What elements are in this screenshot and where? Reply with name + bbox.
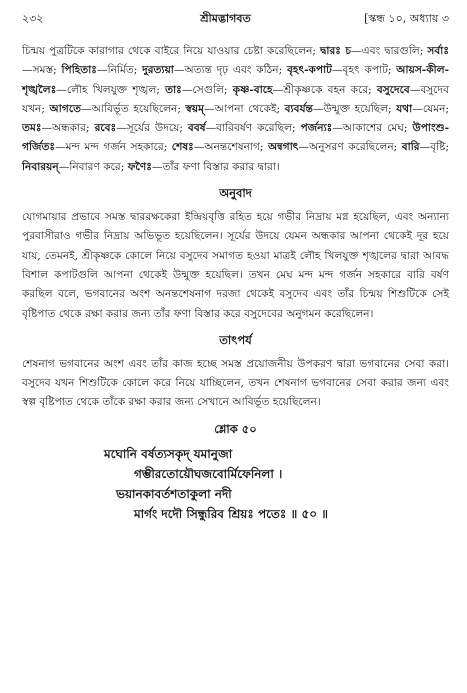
synonym-meaning: —আকাশের মেঘ;: [332, 122, 408, 135]
synonym-term: তমঃ: [22, 122, 42, 135]
chapter-reference: [স্কন্ধ ১০, অধ্যায় ৩: [364, 12, 449, 25]
synonym-meaning: —অত্যন্ত দৃঢ় এবং কঠিন;: [173, 64, 283, 77]
synonym-meaning: —যেমন;: [412, 102, 450, 115]
synonym-term: বারি: [401, 141, 420, 154]
synonym-term: আয়স-কীল-শৃঙ্খলৈঃ: [22, 64, 450, 96]
page-header: [22, 10, 449, 28]
synonym-meaning: —তাঁর ফণা বিস্তার করার দ্বারা।: [151, 160, 280, 173]
verse-line: ভয়ানকাবর্তশতাকুলা নদী: [116, 486, 232, 501]
synonym-term: ফণৈঃ: [127, 160, 152, 173]
synonym-term: পর্জন্যঃ: [300, 122, 333, 135]
synonym-meaning: —সমস্ত;: [22, 64, 57, 77]
synonym-term: পিহিতাঃ: [61, 64, 97, 77]
synonym-meaning: —লৌহ খিলযুক্ত শৃঙ্খল;: [56, 83, 160, 96]
verse-line: মঘোনি বর্ষত্যসকৃদ্ যমানুজা: [104, 446, 233, 461]
synonym-term: তাঃ: [165, 83, 182, 96]
synonym-meaning: —সূর্যের উদয়ে;: [116, 122, 183, 135]
verse-line: মার্গং দদৌ সিন্ধুরিব শ্রিয়ঃ পতেঃ ॥ ৫০ ॥: [134, 506, 329, 521]
synonym-meaning: —বসুদেব যখন;: [22, 83, 449, 115]
verse-text: [22, 444, 449, 524]
synonym-meaning: —আবির্ভূত হয়েছিলেন;: [81, 102, 181, 115]
synonym-meaning: —শ্রীকৃষ্ণকে বহন করে;: [272, 83, 372, 96]
synonym-meaning: চিন্ময় পুত্রটিকে কারাগার থেকে বাইরে নিয়ে যাওয়ার চেষ্টা করেছিলেন;: [22, 45, 317, 57]
synonym-meaning: —অন্ধকার;: [41, 122, 90, 135]
synonym-term: উপাংশু-গর্জিতঃ: [22, 122, 450, 154]
synonym-term: রবেঃ: [94, 122, 117, 135]
synonym-meaning: —মন্দ মন্দ গর্জন সহকারে;: [55, 141, 168, 154]
synonym-term: স্বয়ম্: [185, 102, 205, 115]
translation-text: যোগমায়ার প্রভাবে সমস্ত দ্বাররক্ষকেরা ইন্দ্রিয়বৃত্তি রহিত হয়ে গভীর নিদ্রায় মগ্ন হয়েছিল, এবং অন্যান্য পুরবাসীরাও গভীর নিদ্রায় অভিভূত হয়েছিলেন। সূর্যের উদয়ে যেমন অন্ধকার আপনা থেকেই দূর হয়ে যায়, তেমনই, শ্রীকৃষ্ণকে কোলে নিয়ে বসুদেব সমাগত হওয়া মাত্রই লৌহ খিলযুক্ত শৃঙ্খলের দ্বারা আবদ্ধ বিশাল কপাটগুলি আপনা থেকেই উন্মুক্ত হয়েছিল। তখন মেঘ মন্দ মন্দ গর্জন সহকারে বারি বর্ষণ করছিল বলে, ভগবানের অংশ অনন্তশেষনাগ দরজা থেকেই বসুদেব এবং তাঁর চিন্ময় শিশুটিকে সেই বৃষ্টিপাত থেকে রক্ষা করার জন্য তাঁর ফণা বিস্তার করে বসুদেবের অনুগমন করেছিলেন।: [22, 211, 449, 320]
synonym-term: বসুদেবে: [376, 83, 410, 96]
verse-title: শ্লোক ৫০: [214, 421, 257, 436]
purport-title: তাৎপর্য: [219, 332, 252, 347]
synonym-meaning: —এবং দ্বারগুলি;: [351, 45, 424, 57]
synonym-term: সর্বাঃ: [427, 45, 450, 57]
synonym-term: ব্যবর্যন্ত: [284, 102, 313, 115]
synonym-term: কৃষ্ণ-বাহে: [232, 83, 273, 96]
page-number: ২৩২: [22, 12, 44, 25]
synonym-term: দুরত্যয়া: [142, 64, 174, 77]
book-title: শ্রীমদ্ভাগবত: [200, 12, 251, 25]
synonym-term: আগতে: [49, 102, 82, 115]
translation-title: অনুবাদ: [219, 186, 252, 201]
synonyms-block: [22, 42, 449, 177]
synonym-term: যথা: [396, 102, 413, 115]
synonym-term: দ্বারঃ চ: [320, 45, 352, 57]
synonym-meaning: —অনুসরণ করেছিলেন;: [298, 141, 398, 154]
synonym-meaning: —সেগুলি;: [181, 83, 228, 96]
synonym-term: বৃহৎ-কপাট: [286, 64, 332, 77]
synonym-term: ববর্ষ: [187, 122, 206, 135]
synonym-term: নিবারয়ন্: [22, 160, 59, 173]
synonym-meaning: —বৃষ্টি;: [419, 141, 450, 154]
synonym-meaning: —আপনা থেকেই;: [204, 102, 281, 115]
verse-line: গম্ভীরতোয়ৌঘজবোর্মিফেনিলা ।: [134, 466, 283, 481]
synonym-term: অন্বগাৎ: [267, 141, 299, 154]
synonym-meaning: —বারিবর্ষণ করেছিল;: [205, 122, 296, 135]
synonym-meaning: —বৃহৎ কপাট;: [331, 64, 392, 77]
synonym-meaning: —উন্মুক্ত হয়েছিল;: [312, 102, 392, 115]
synonym-term: শেষঃ: [171, 141, 194, 154]
synonym-meaning: —অনন্তশেষনাগ;: [193, 141, 264, 154]
synonym-meaning: —নির্মিত;: [96, 64, 138, 77]
synonym-meaning: —নিবারণ করে;: [58, 160, 125, 173]
purport-text: শেষনাগ ভগবানের অংশ এবং তাঁর কাজ হচ্ছে সমস্ত প্রয়োজনীয় উপকরণ দ্বারা ভগবানের সেবা করা। বসুদেব যখন শিশুটিকে কোলে করে নিয়ে যাচ্ছিলেন, তখন শেষনাগ ভগবানের সেবা করার জন্য এবং স্বল্প বৃষ্টিপাত থেকে তাঁকে রক্ষা করার জন্য সেখানে আবির্ভূত হয়েছিলেন।: [22, 357, 449, 409]
